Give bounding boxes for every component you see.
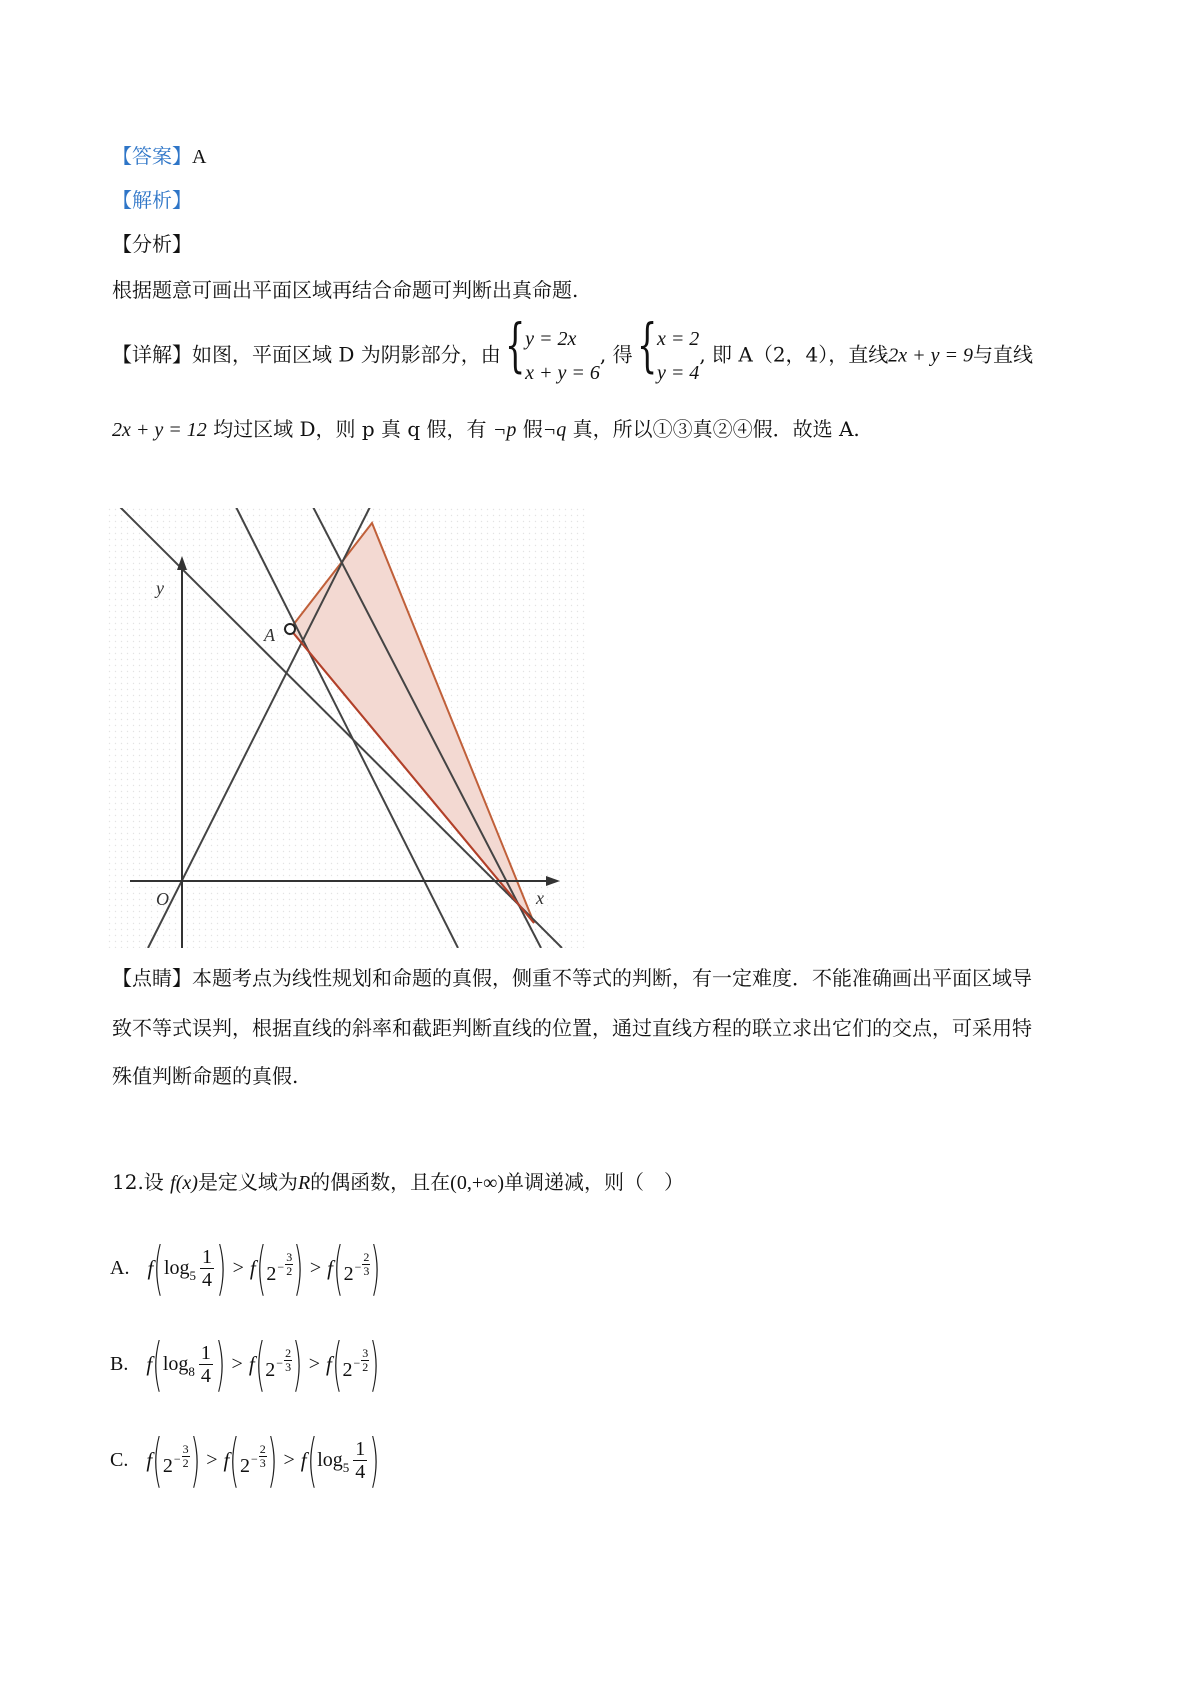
question-12 [112,1168,684,1197]
options [110,1220,381,1508]
left-paren: ( [152,1330,163,1398]
point-a-label: A [264,625,275,645]
exponent-fraction [361,1347,369,1374]
dianjing-line-1 [112,964,1032,992]
power-base: 2 [342,1358,353,1381]
right-paren: ) [216,1234,227,1302]
fraction [200,1246,214,1291]
exponent-denominator: 2 [286,1263,293,1278]
dianjing-line-3: 殊值判断命题的真假. [112,1064,299,1088]
left-paren: ( [306,1426,317,1494]
exponent-numerator: 2 [285,1345,292,1360]
power-base: 2 [265,1358,276,1381]
power-exponent [251,1443,267,1470]
fraction [199,1342,213,1387]
function-f: f [147,1255,154,1280]
function-f: f [248,1351,255,1376]
log-base: 8 [188,1363,195,1379]
y-axis-label: y [156,578,164,598]
left-paren: ( [229,1426,240,1494]
fraction [353,1438,367,1483]
question-t2: 的偶函数，且在 [310,1170,451,1194]
fraction-numerator: 1 [355,1437,366,1460]
answer-value: A [192,146,207,168]
power-base: 2 [240,1454,251,1477]
dianjing-line-2: 致不等式误判，根据直线的斜率和截距判断直线的位置，通过直线方程的联立求出它们的交点，可采用特 [112,1016,1032,1040]
right-paren: ) [215,1330,226,1398]
right-paren: ) [369,1426,380,1494]
option-label: C. [110,1448,129,1471]
right-paren: ) [292,1330,303,1398]
function-f: f [327,1255,333,1280]
right-paren: ) [370,1234,381,1302]
exponent-denominator: 2 [182,1455,189,1470]
question-fx: f(x) [170,1172,198,1194]
origin-label: O [156,889,169,909]
power-base: 2 [343,1262,354,1285]
power-exponent [174,1443,190,1470]
fraction-denominator: 4 [202,1268,212,1291]
question-interval: (0,+∞) [450,1172,505,1194]
left-paren: ( [333,1234,344,1302]
question-r: R [297,1172,311,1194]
right-paren: ) [189,1426,201,1494]
function-f: f [300,1447,307,1472]
power-exponent [277,1251,293,1278]
exponent-minus: − [173,1451,181,1466]
detail-line1-eq: 2x + y = 9 [888,344,974,367]
exponent-numerator: 3 [286,1249,293,1264]
detail-tail3: 真，所以①③真②④假．故选 A. [572,417,860,441]
detail-line2-eq: 2x + y = 12 [112,419,207,441]
exponent-fraction [259,1443,267,1470]
neg-p: ¬p [492,419,517,441]
dianjing-tag: 【点睛】 [112,966,192,990]
detail-tag: 【详解】 [112,342,192,367]
left-paren: ( [255,1234,267,1302]
dianjing-text-1: 本题考点为线性规划和命题的真假，侧重不等式的判断，有一定难度．不能准确画出平面区域导 [192,966,1032,990]
power-base: 2 [162,1454,173,1477]
left-paren: ( [332,1330,343,1398]
log-word: log [317,1448,343,1471]
exponent-numerator: 2 [363,1249,370,1264]
question-t3: 单调递减，则（ ） [504,1170,685,1194]
answer-tag: 【答案】 [112,144,192,168]
function-f: f [146,1447,153,1472]
fraction-numerator: 1 [200,1341,211,1364]
exponent-numerator: 3 [182,1441,189,1456]
exponent-denominator: 3 [285,1359,292,1374]
log-term [163,1256,198,1283]
exponent-fraction [362,1251,370,1278]
fraction-denominator: 4 [355,1460,366,1483]
power-exponent [355,1251,371,1278]
option-c [110,1412,381,1508]
exponent-fraction [285,1251,293,1278]
power-term [265,1347,292,1382]
equation-system-2: { x = 2 y = 4 [639,322,699,390]
detail-get: , 得 [599,342,633,367]
neg-q: ¬q [542,419,567,441]
analysis-tag: 【解析】 [112,188,192,212]
exponent-minus: − [276,1355,284,1370]
exponent-minus: − [251,1451,258,1466]
option-label: B. [110,1352,129,1375]
x-axis-label: x [536,888,544,908]
detail-mid: , 即 A（2，4），直线 [699,342,889,367]
greater-than-sign: > [232,1256,244,1279]
power-exponent [353,1347,369,1374]
fenxi-text: 根据题意可画出平面区域再结合命题可判断出真命题. [112,278,579,302]
greater-than-sign: > [308,1352,320,1375]
left-paren: ( [153,1234,164,1302]
option-label: A. [110,1256,130,1279]
sys1-eq1: y = 2x [525,328,577,350]
question-t1: 是定义域为 [197,1170,298,1194]
option-b [110,1316,381,1412]
left-paren: ( [152,1426,163,1494]
detail-line-1 [112,311,1034,390]
power-exponent [276,1347,292,1374]
greater-than-sign: > [206,1448,218,1471]
equation-system-1: { y = 2x x + y = 6 [507,322,600,390]
linear-programming-figure [108,508,588,948]
exponent-fraction [182,1443,190,1470]
log-term [317,1448,351,1475]
function-f: f [326,1351,332,1376]
point-a-marker [285,624,295,634]
power-term [163,1443,190,1478]
greater-than-sign: > [309,1256,322,1279]
power-base: 2 [266,1262,277,1285]
sys2-eq2: y = 4 [656,362,700,384]
right-paren: ) [369,1330,380,1398]
log-base: 5 [342,1459,350,1475]
greater-than-sign: > [283,1448,295,1471]
log-base: 5 [189,1267,196,1283]
exponent-minus: − [277,1259,285,1274]
question-number: 12.设 [112,1170,164,1194]
fraction-denominator: 4 [200,1364,211,1387]
detail-line-2 [112,415,860,444]
option-a [110,1220,381,1316]
exponent-numerator: 3 [362,1345,369,1360]
log-word: log [162,1352,189,1375]
exponent-fraction [284,1347,292,1374]
sys1-eq2: x + y = 6 [525,362,600,384]
detail-tail1: 与直线 [973,342,1034,367]
answer-line [112,142,206,171]
fraction-numerator: 1 [202,1245,212,1268]
detail-lead: 如图，平面区域 D 为阴影部分，由 [192,342,501,367]
fenxi-tag: 【分析】 [112,232,192,256]
power-term [266,1251,293,1286]
right-paren: ) [267,1426,278,1494]
exponent-minus: − [354,1259,362,1274]
left-paren: ( [254,1330,266,1398]
function-f: f [223,1447,230,1472]
log-word: log [163,1256,190,1279]
greater-than-sign: > [231,1352,243,1375]
detail-jia: 假 [522,417,543,441]
exponent-denominator: 3 [259,1455,266,1470]
exponent-numerator: 2 [259,1441,266,1456]
exponent-denominator: 2 [362,1359,369,1374]
exponent-denominator: 3 [363,1263,370,1278]
exponent-minus: − [353,1355,361,1370]
power-term [240,1443,267,1478]
log-term [162,1352,197,1379]
detail-tail2: 均过区域 D，则 p 真 q 假，有 [213,417,487,441]
power-term [344,1251,371,1286]
function-f: f [249,1255,256,1280]
sys2-eq1: x = 2 [656,328,700,350]
right-paren: ) [293,1234,304,1302]
power-term [342,1347,369,1382]
function-f: f [146,1351,153,1376]
